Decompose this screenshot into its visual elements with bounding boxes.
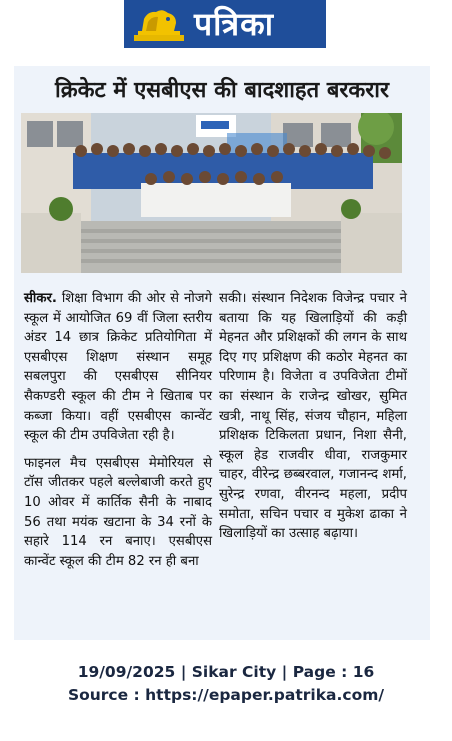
article-column-left <box>24 289 212 571</box>
article-text: शिक्षा विभाग की ओर से नोजगे स्कूल में आयोजित 69 वीं जिला स्तरीय अंडर 14 छात्र क्रिकेट प्रतियोगिता में एसबीएस शिक्षण संस्थान समूह सबलपुरा की एसबीएस सीनियर सैकण्डरी स्कूल की टीम ने खिताब पर कब्जा किया। वहीं एसबीएस कान्वेंट स्कूल की टीम उपविजेता रही है। <box>24 291 212 444</box>
article-paragraph: सकी। संस्थान निदेशक विजेन्द्र पचार ने बताया कि यह खिलाड़ियों की कड़ी मेहनत और प्रशिक्षकों की लगन के साथ दिए गए प्रशिक्षण की कठोर मेहनत का परिणाम है। विजेता व उपविजेता टीमों का संस्थान के राजेन्द्र खोखर, सुमित खत्री, नाथू सिंह, संजय चौहान, महिला प्रशिक्षक टिकिलता प्रधान, निशा सैनी, स्कूल हेड राजवीर धीवा, राजकुमार चाहर, वीरेन्द्र छब्बरवाल, गजानन्द शर्मा, सुरेन्द्र रणवा, वीरनन्द महला, प्रदीप समोता, सचिन पचार व मुकेश ढाका ने खिलाड़ियों का उत्साह बढ़ाया। <box>219 291 407 542</box>
headline: क्रिकेट में एसबीएस की बादशाहत बरकरार <box>55 78 389 103</box>
footer-source-line: Source : https://epaper.patrika.com/ <box>67 686 385 704</box>
team-photo <box>21 113 402 273</box>
dateline: सीकर. <box>24 291 57 306</box>
masthead-banner <box>124 0 326 48</box>
article-paragraph <box>24 289 212 446</box>
article-paragraph: फाइनल मैच एसबीएस मेमोरियल से टॉस जीतकर पहले बल्लेबाजी करते हुए 10 ओवर में कार्तिक सैनी के नाबाद 56 तथा मयंक खटाना के 34 रनों के सहारे 114 रन बनाए। एसबीएस कान्वेंट स्कूल की टीम 82 रन ही बना <box>24 455 212 569</box>
masthead-title: पत्रिका <box>194 5 274 43</box>
lion-emblem-icon <box>132 5 186 43</box>
footer-date-line: 19/09/2025 | Sikar City | Page : 16 <box>77 663 375 681</box>
article-column-right <box>219 289 407 544</box>
